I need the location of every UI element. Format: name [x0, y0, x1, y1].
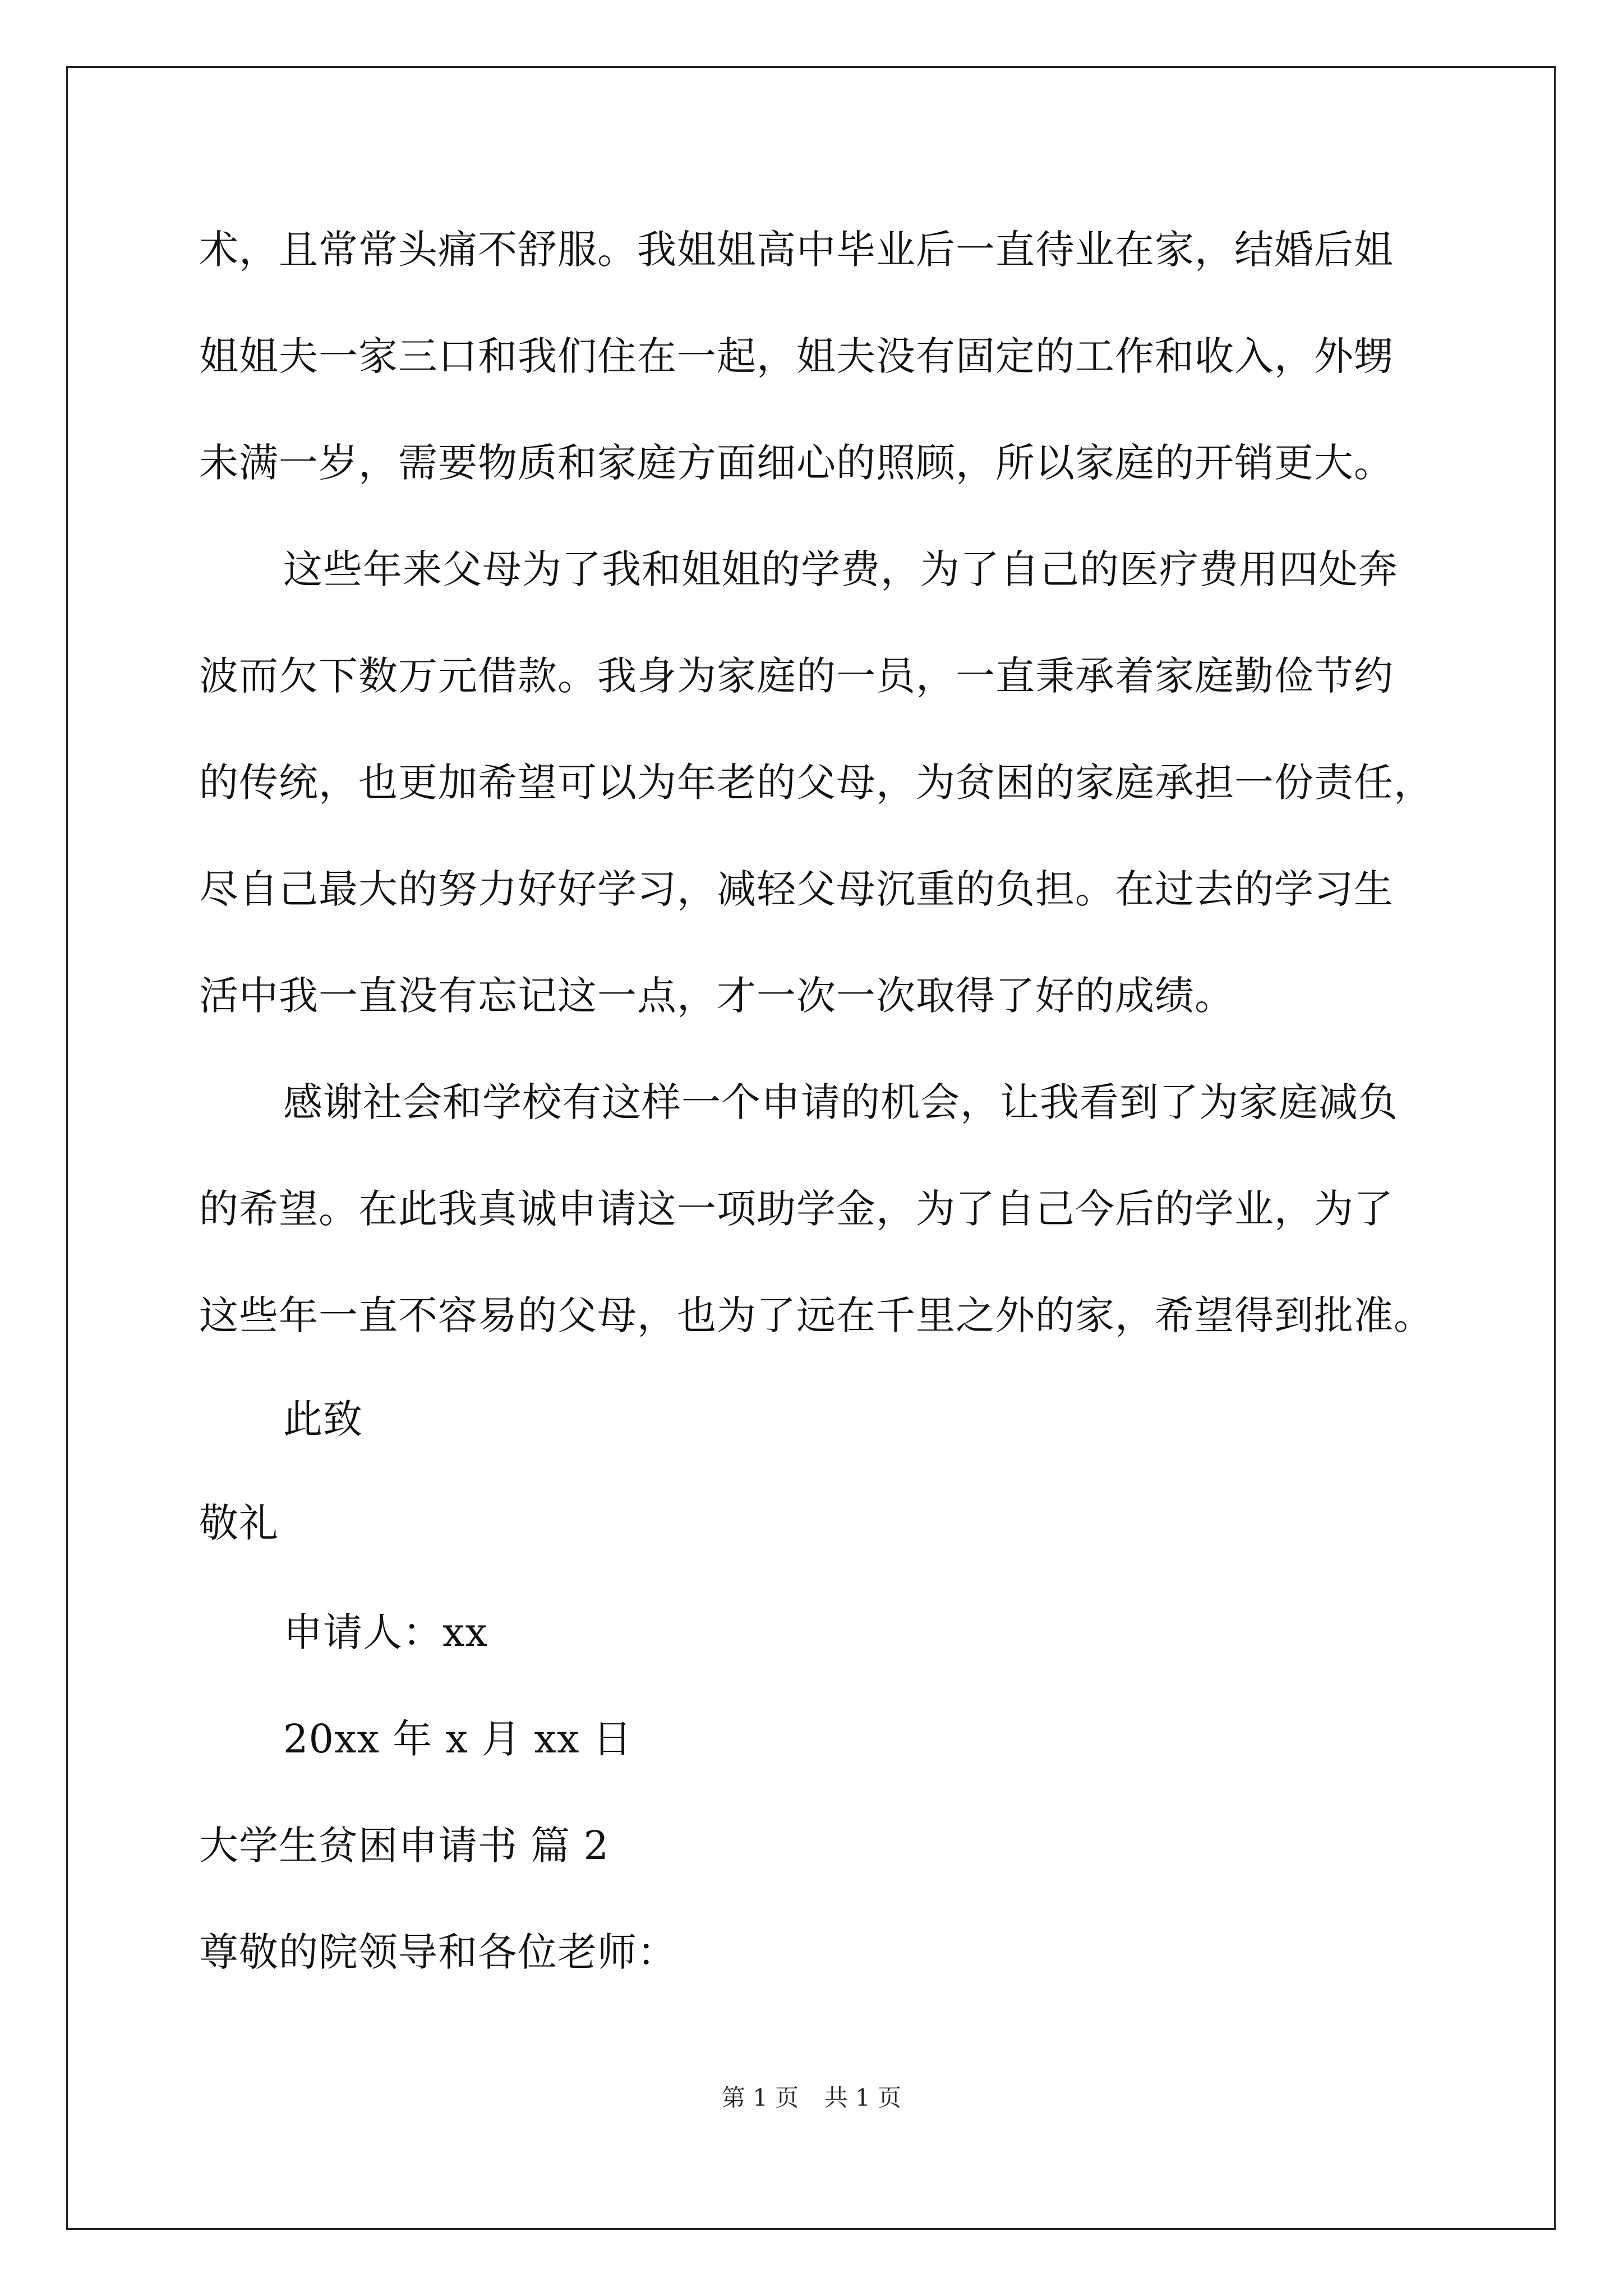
paragraph-line: 的希望。在此我真诚申请这一项助学金，为了自己今后的学业，为了 — [199, 1186, 1394, 1232]
paragraph-line: 姐姐夫一家三口和我们住在一起，姐夫没有固定的工作和收入，外甥 — [199, 333, 1394, 379]
paragraph-line: 未满一岁，需要物质和家庭方面细心的照顾，所以家庭的开销更大。 — [199, 440, 1394, 486]
paragraph-line: 术，且常常头痛不舒服。我姐姐高中毕业后一直待业在家，结婚后姐 — [199, 227, 1394, 273]
paragraph-line: 这些年来父母为了我和姐姐的学费，为了自己的医疗费用四处奔 — [283, 546, 1398, 592]
paragraph-line: 波而欠下数万元借款。我身为家庭的一员，一直秉承着家庭勤俭节约 — [199, 653, 1394, 699]
page-footer — [0, 2081, 1623, 2115]
greeting-line: 尊敬的院领导和各位老师： — [199, 1929, 677, 1975]
page-border — [66, 66, 1556, 2230]
paragraph-line: 的传统，也更加希望可以为年老的父母，为贫困的家庭承担一份责任， — [199, 760, 1433, 806]
section-heading: 大学生贫困申请书 篇 2 — [199, 1823, 610, 1869]
page-total: 共 1 页 — [824, 2084, 902, 2111]
applicant-signature: 申请人：xx — [283, 1609, 488, 1655]
closing-salutation: 此致 — [283, 1396, 363, 1442]
date-line: 20xx 年 x 月 xx 日 — [283, 1716, 633, 1762]
paragraph-line: 活中我一直没有忘记这一点，才一次一次取得了好的成绩。 — [199, 973, 1234, 1019]
paragraph-line: 这些年一直不容易的父母，也为了远在千里之外的家，希望得到批准。 — [199, 1292, 1433, 1338]
paragraph-line: 感谢社会和学校有这样一个申请的机会，让我看到了为家庭减负 — [283, 1079, 1398, 1125]
closing-regards: 敬礼 — [199, 1500, 279, 1546]
paragraph-line: 尽自己最大的努力好好学习，减轻父母沉重的负担。在过去的学习生 — [199, 866, 1394, 912]
page-number: 第 1 页 — [721, 2084, 799, 2111]
